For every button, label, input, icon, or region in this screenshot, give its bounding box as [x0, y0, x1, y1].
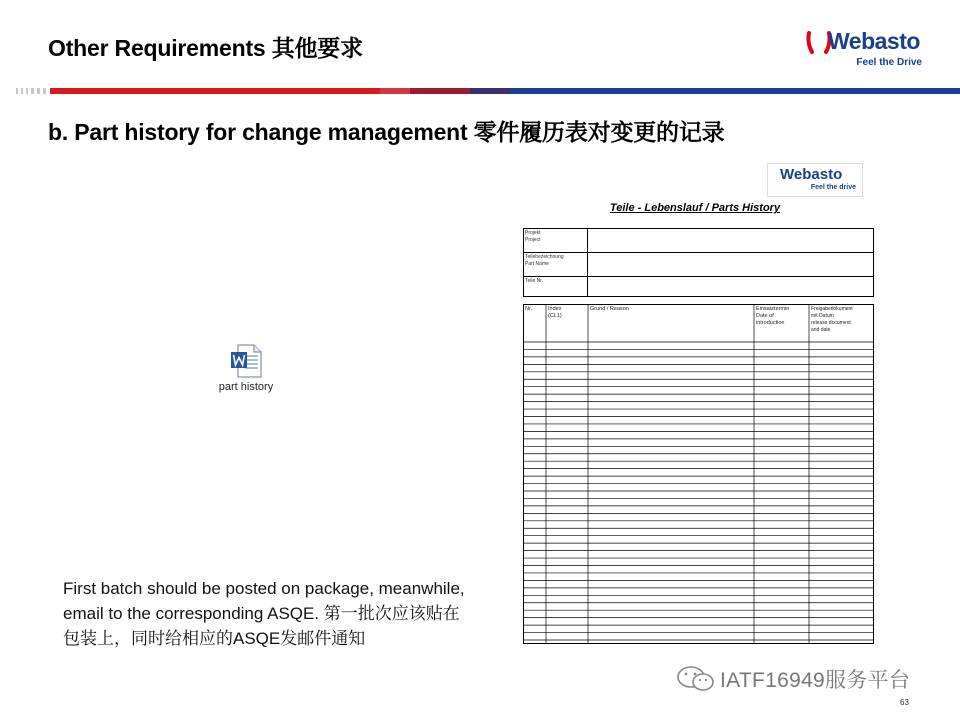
form-logo — [767, 163, 863, 197]
logo-tagline: Feel the Drive — [856, 57, 922, 68]
header-label: Teile Nr. — [525, 278, 544, 284]
column-header-date: Einsatztermin Date of introduction — [756, 306, 790, 326]
webasto-logo — [806, 28, 926, 70]
history-grid — [524, 305, 873, 643]
header-label: Projekt Project — [525, 230, 541, 243]
form-logo-wordmark: Webasto — [780, 166, 843, 183]
history-table — [523, 304, 874, 644]
page-number: 63 — [900, 698, 909, 707]
instruction-text: First batch should be posted on package, meanwhile, email to the corresponding ASQE. 第一批次应该贴在包装上，同时给相应的ASQE发邮件通知 — [63, 579, 465, 648]
watermark — [676, 664, 911, 694]
file-label[interactable]: part history — [218, 381, 274, 393]
slide-title: Other Requirements 其他要求 — [48, 35, 363, 61]
column-header-release: Freigabedokument mit Datum release document and date — [811, 306, 853, 333]
watermark-text: IATF16949服务平台 — [720, 669, 911, 692]
form-header-table — [523, 228, 874, 297]
logo-wordmark: Webasto — [828, 28, 920, 54]
header-row-part-name — [524, 253, 873, 277]
form-title: Teile - Lebenslauf / Parts History — [609, 202, 781, 214]
form-logo-tagline: Feel the drive — [810, 184, 856, 191]
header-color-band — [0, 87, 960, 95]
column-header-nr: Nr. — [525, 306, 533, 312]
page-subtitle: b. Part history for change management 零件履历表对变更的记录 — [48, 119, 725, 145]
column-header-reason: Grund / Reason — [590, 306, 629, 312]
column-header-index: Index (CL1) — [548, 306, 562, 319]
header-row-part-number — [524, 277, 873, 296]
wechat-icon — [676, 664, 716, 694]
header-row-project — [524, 229, 873, 253]
word-document-icon — [230, 344, 262, 378]
part-history-file[interactable] — [230, 344, 262, 378]
header-label: Teilebezeichnung Part Name — [525, 254, 564, 267]
